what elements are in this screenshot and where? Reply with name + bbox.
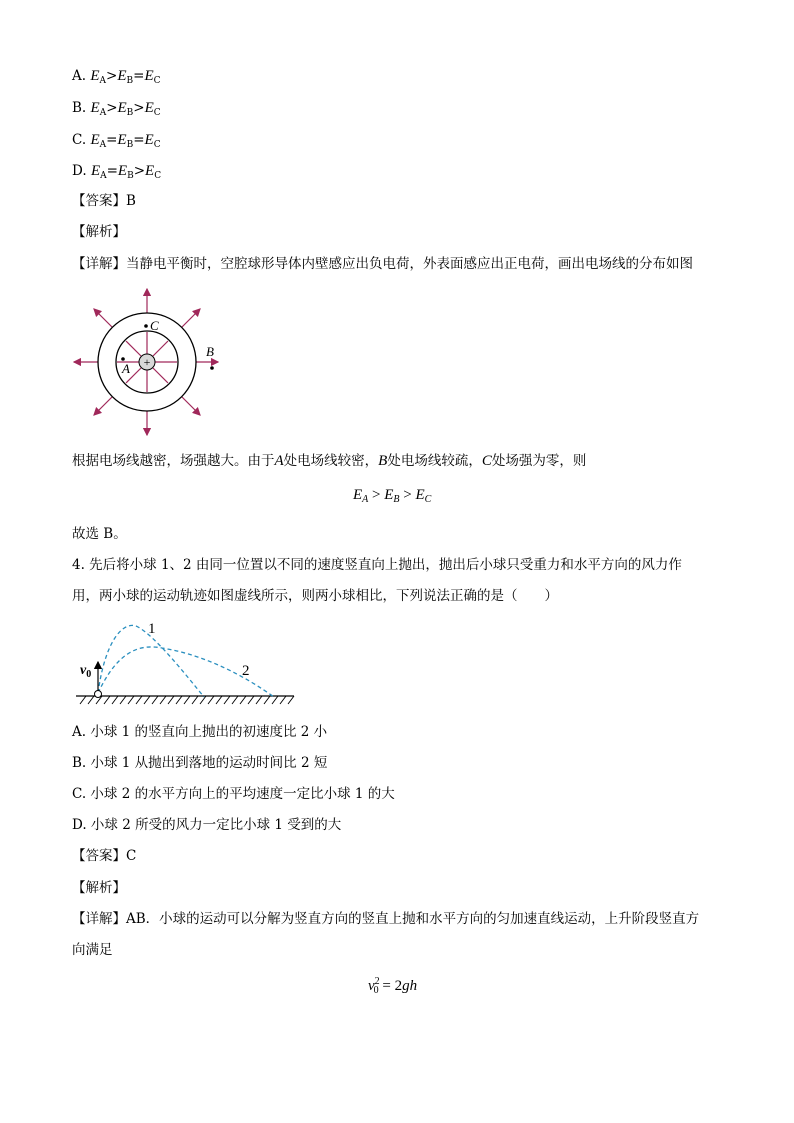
q3-option-a: A. $E_A>E_B=E_C$ bbox=[72, 68, 161, 86]
q4-analysis-tag: 【解析】 bbox=[72, 880, 126, 896]
point-b bbox=[210, 366, 214, 370]
q4-formula: $v^2_0 = 2gh$ bbox=[368, 976, 418, 996]
q4-answer bbox=[72, 846, 136, 866]
q3-formula: $E_A > E_B > E_C$ bbox=[353, 487, 432, 505]
q4-detail-line1: 【详解】AB．小球的运动可以分解为竖直方向的竖直上抛和水平方向的匀加速直线运动，上升阶段竖直方 bbox=[72, 911, 700, 927]
conductor-field-diagram bbox=[66, 286, 236, 438]
label-trajectory-2: 2 bbox=[242, 663, 250, 679]
q3-option-c: C. $E_A=E_B=E_C$ bbox=[72, 132, 161, 150]
q4-option-b: B. 小球 1 从抛出到落地的运动时间比 2 短 bbox=[72, 755, 328, 771]
q3-analysis-tag: 【解析】 bbox=[72, 224, 126, 240]
label-c: C bbox=[150, 318, 159, 333]
trajectory-diagram bbox=[76, 615, 298, 711]
q3-answer bbox=[72, 191, 136, 211]
q3-option-d: D. $E_A=E_B>E_C$ bbox=[72, 163, 162, 181]
q4-stem-line2: 用，两小球的运动轨迹如图虚线所示，则两小球相比，下列说法正确的是（ ） bbox=[72, 588, 558, 604]
center-charge-sign: + bbox=[143, 355, 151, 369]
detail-tag: 【详解】 bbox=[72, 256, 126, 272]
q3-detail bbox=[72, 254, 693, 274]
label-v0: $v_0$ bbox=[80, 663, 92, 680]
q3-explanation: 根据电场线越密，场强越大。由于A处电场线较密，B处电场线较疏，C处场强为零，则 bbox=[72, 453, 587, 469]
q4-option-d: D. 小球 2 所受的风力一定比小球 1 受到的大 bbox=[72, 817, 342, 833]
label-a: A bbox=[122, 361, 130, 376]
answer-value: C bbox=[126, 848, 137, 864]
point-c bbox=[144, 324, 148, 328]
q4-detail-line2: 向满足 bbox=[72, 942, 113, 958]
q4-option-a: A. 小球 1 的竖直向上抛出的初速度比 2 小 bbox=[72, 724, 328, 740]
q4-option-c: C. 小球 2 的水平方向上的平均速度一定比小球 1 的大 bbox=[72, 786, 395, 802]
label-trajectory-1: 1 bbox=[148, 621, 156, 637]
q3-option-b: B. $E_A>E_B>E_C$ bbox=[72, 100, 161, 118]
label-b: B bbox=[206, 344, 214, 359]
answer-tag: 【答案】 bbox=[72, 848, 126, 864]
answer-value: B bbox=[126, 193, 136, 209]
detail-text: 当静电平衡时，空腔球形导体内壁感应出负电荷，外表面感应出正电荷，画出电场线的分布如图 bbox=[126, 256, 693, 272]
answer-tag: 【答案】 bbox=[72, 193, 126, 209]
q3-conclusion: 故选 B。 bbox=[72, 526, 127, 542]
q4-stem-line1: 4. 先后将小球 1、2 由同一位置以不同的速度竖直向上抛出，抛出后小球只受重力和水平方向的风力作 bbox=[72, 557, 682, 573]
